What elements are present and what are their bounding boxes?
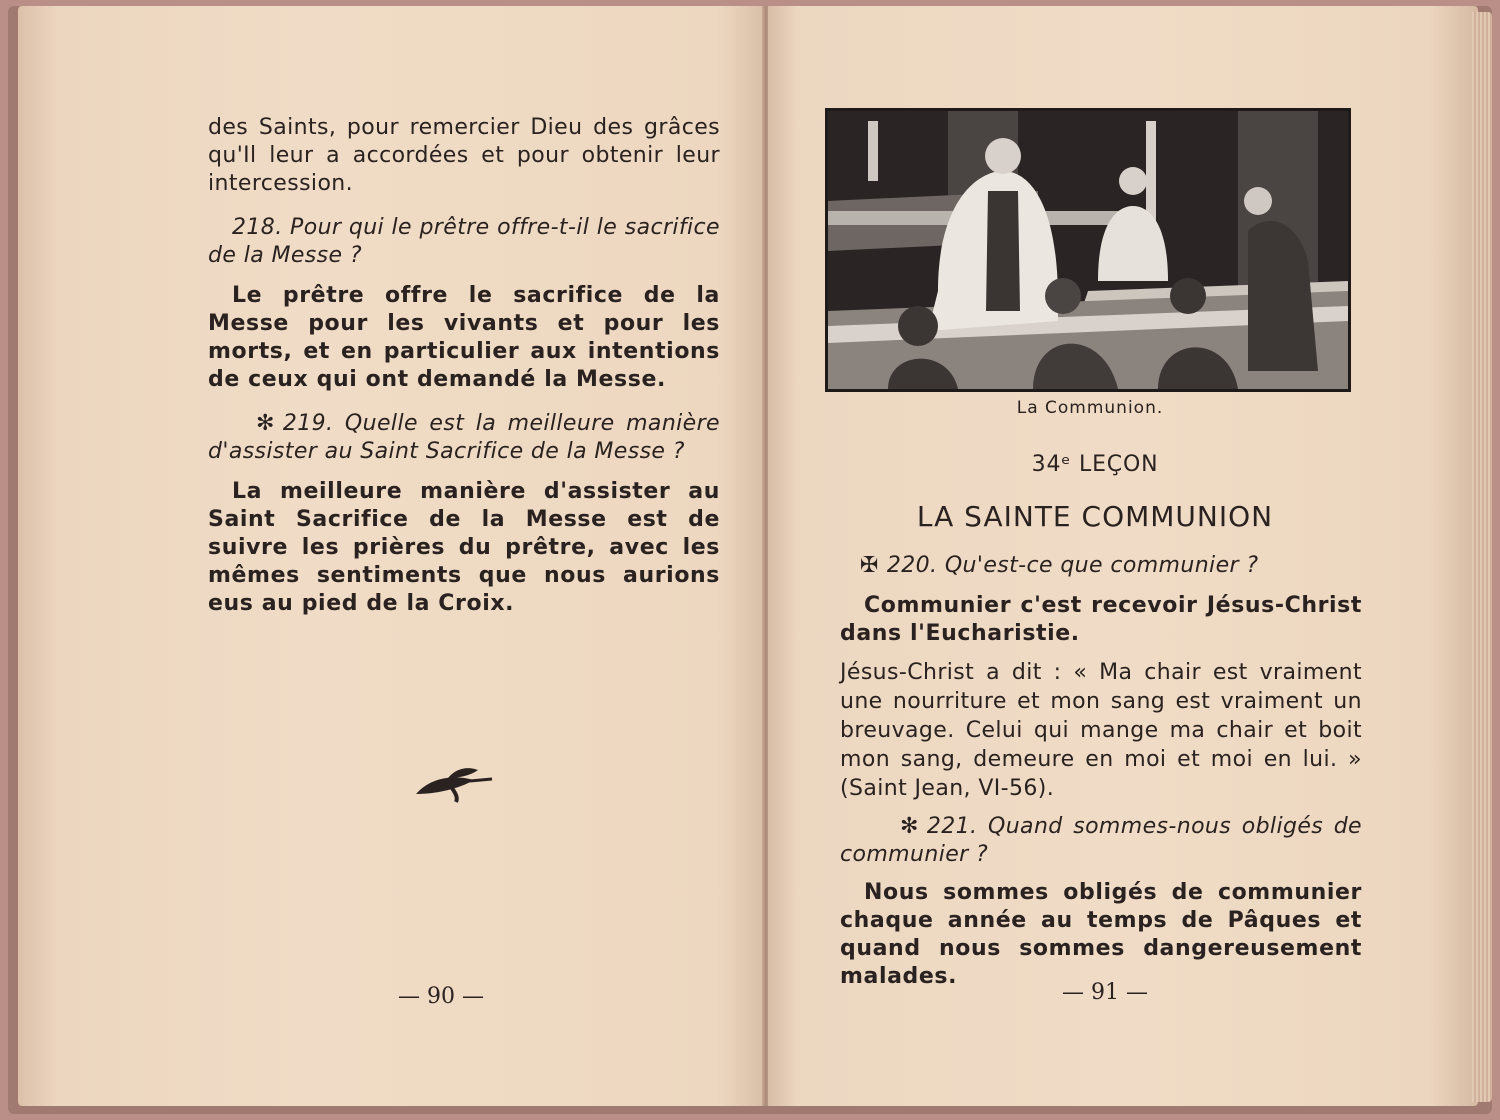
cross-icon: ✠: [860, 553, 879, 578]
scripture-quote: Jésus-Christ a dit : « Ma chair est vraiment une nourriture et mon sang est vraiment un breuvage. Celui qui mange ma chair et boit mon sang, demeure en moi et moi en lui. » (Saint Jean, VI-56).: [840, 660, 1362, 801]
question-221: [840, 813, 1362, 869]
question-220-text: 220. Qu'est-ce que communier ?: [886, 553, 1259, 578]
illustration-caption: La Communion.: [1016, 398, 1164, 418]
answer-218: Le prêtre offre le sacrifice de la Messe pour les vivants et pour les morts, et en particulier aux intentions de ceux qui ont demandé la Messe.: [208, 283, 720, 392]
question-219-text: 219. Quelle est la meilleure manière d'assister au Saint Sacrifice de la Messe ?: [208, 411, 720, 464]
asterisk-icon: ✻: [900, 814, 919, 839]
communion-illustration: [825, 108, 1351, 392]
lesson-number: 34ᵉ LEÇON: [1031, 452, 1159, 477]
page-number-left: — 90 —: [398, 984, 484, 1009]
leaf-ornament-icon: [412, 764, 496, 804]
answer-220: Communier c'est recevoir Jésus-Christ dans l'Eucharistie.: [840, 593, 1362, 646]
question-220: [840, 552, 1362, 580]
left-column: [208, 114, 720, 618]
answer-221: Nous sommes obligés de communier chaque année au temps de Pâques et quand nous sommes dangereusement malades.: [840, 880, 1362, 989]
page-number-right: — 91 —: [1062, 980, 1148, 1005]
question-218: 218. Pour qui le prêtre offre-t-il le sacrifice de la Messe ?: [208, 215, 720, 268]
right-column: [840, 552, 1362, 991]
asterisk-icon: ✻: [256, 411, 275, 436]
question-219: [208, 410, 720, 466]
lesson-title: LA SAINTE COMMUNION: [916, 500, 1274, 533]
page-edges: [1472, 12, 1492, 1102]
continuation-paragraph: des Saints, pour remercier Dieu des grâces qu'Il leur a accordées et pour obtenir leur intercession.: [208, 115, 720, 196]
question-221-text: 221. Quand sommes-nous obligés de communier ?: [840, 814, 1362, 867]
answer-219: La meilleure manière d'assister au Saint Sacrifice de la Messe est de suivre les prières du prêtre, avec les mêmes sentiments que nous aurions eus au pied de la Croix.: [208, 479, 720, 616]
